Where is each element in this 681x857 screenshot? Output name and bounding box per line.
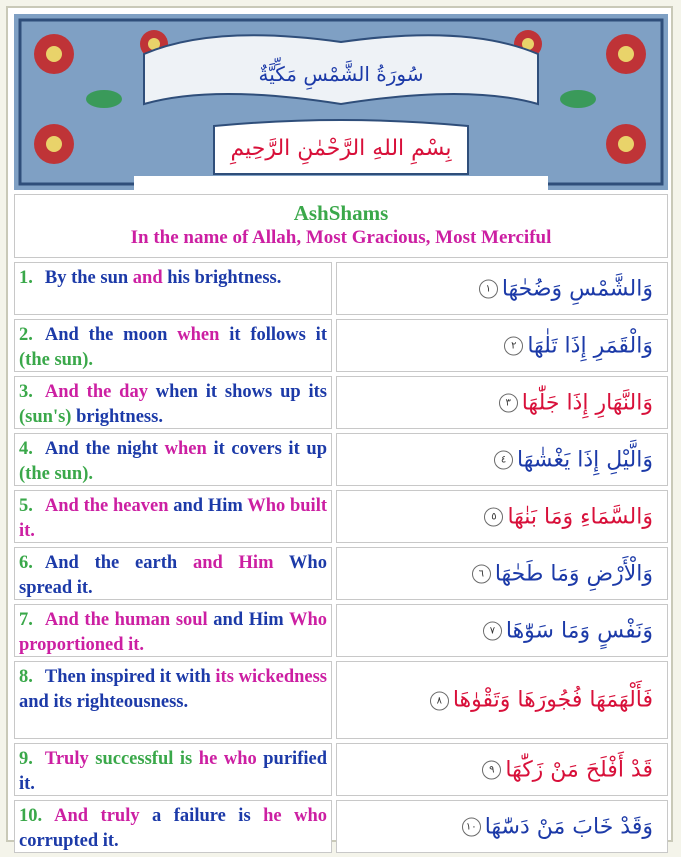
surah-header xyxy=(14,194,668,258)
verse-arabic-cell xyxy=(336,547,668,600)
verse-arabic-cell xyxy=(336,743,668,796)
verse-row xyxy=(14,547,668,600)
verse-row xyxy=(14,661,668,739)
verse-arabic-cell xyxy=(336,661,668,739)
verse-number: 9. xyxy=(19,749,33,769)
ayah-number-icon: ١ xyxy=(479,280,498,299)
verse-translation xyxy=(14,433,332,486)
translation-segment: Who built it. xyxy=(19,496,327,541)
verse-arabic xyxy=(483,618,653,643)
ayah-number-icon: ١٠ xyxy=(462,818,481,837)
verse-arabic xyxy=(494,447,653,472)
ayah-number-icon: ٧ xyxy=(483,622,502,641)
verse-arabic xyxy=(479,276,653,301)
translation-segment: purified it. xyxy=(19,749,327,794)
translation-segment: Who spread it. xyxy=(19,553,327,598)
ayah-number-icon: ٣ xyxy=(499,394,518,413)
translation-segment: Who proportioned it. xyxy=(19,610,327,655)
verse-row xyxy=(14,376,668,429)
verse-arabic-cell xyxy=(336,262,668,315)
verse-arabic xyxy=(499,390,653,415)
verse-arabic-text: وَالشَّمْسِ وَضُحٰهَا xyxy=(501,276,653,301)
verse-row xyxy=(14,490,668,543)
translation-segment: its wickedness xyxy=(215,667,328,687)
translation-segment: and Him xyxy=(173,496,248,516)
verse-translation xyxy=(14,319,332,372)
verse-number: 4. xyxy=(19,439,33,459)
verse-row xyxy=(14,262,668,315)
verse-arabic-text: وَنَفْسٍ وَمَا سَوّٰهَا xyxy=(505,618,653,643)
verse-arabic-cell xyxy=(336,490,668,543)
verse-arabic-cell xyxy=(336,800,668,853)
verse-row xyxy=(14,319,668,372)
translation-segment: corrupted it. xyxy=(19,831,119,851)
translation-segment: Then inspired it with xyxy=(44,667,216,687)
translation-segment: when it shows up its xyxy=(155,382,327,402)
verse-arabic-text: وَالْأَرْضِ وَمَا طَحٰهَا xyxy=(494,561,653,586)
verse-row xyxy=(14,604,668,657)
verse-number: 2. xyxy=(19,325,33,345)
verse-arabic-cell xyxy=(336,376,668,429)
verse-arabic xyxy=(482,757,653,782)
translation-segment: and its xyxy=(19,692,77,712)
translation-segment: (the sun). xyxy=(19,464,94,484)
verse-arabic xyxy=(430,688,653,713)
translation-segment: And the night xyxy=(44,439,165,459)
translation-segment: and Him xyxy=(213,610,289,630)
verse-translation xyxy=(14,376,332,429)
translation-segment: And the moon xyxy=(44,325,178,345)
verse-arabic-cell xyxy=(336,604,668,657)
surah-title: AshShams xyxy=(293,201,389,225)
verse-arabic-text: وَالنَّهَارِ إِذَا جَلّٰهَا xyxy=(521,390,653,415)
translation-segment: a failure is xyxy=(139,806,264,826)
translation-segment: And the human soul xyxy=(44,610,214,630)
verse-translation xyxy=(14,547,332,600)
translation-segment: and Him xyxy=(192,553,274,573)
ayah-number-icon: ٨ xyxy=(430,691,449,710)
verse-translation xyxy=(14,743,332,796)
translation-segment: it follows it xyxy=(219,325,327,345)
banner-ornament xyxy=(14,14,668,190)
translation-segment: successful is xyxy=(95,749,199,769)
translation-segment: when xyxy=(164,439,207,459)
translation-segment: (the sun). xyxy=(19,350,94,370)
verse-translation xyxy=(14,800,332,853)
verse-arabic xyxy=(484,504,653,529)
ayah-number-icon: ٩ xyxy=(482,761,501,780)
translation-segment: And the earth xyxy=(44,553,193,573)
translation-segment: he who xyxy=(263,806,327,826)
verse-arabic xyxy=(472,561,653,586)
verse-number: 6. xyxy=(19,553,33,573)
verse-number: 7. xyxy=(19,610,33,630)
verse-translation xyxy=(14,604,332,657)
verse-number: 3. xyxy=(19,382,33,402)
verse-translation xyxy=(14,490,332,543)
verse-row xyxy=(14,743,668,796)
translation-segment: and xyxy=(132,268,163,288)
translation-segment: his brightness. xyxy=(162,268,282,288)
verse-arabic-cell xyxy=(336,319,668,372)
verse-arabic-text: فَأَلْهَمَهَا فُجُورَهَا وَتَقْوٰهَا xyxy=(452,687,653,713)
verse-number: 1. xyxy=(19,268,33,288)
verse-translation xyxy=(14,661,332,739)
translation-segment: brightness. xyxy=(71,407,163,427)
translation-segment: And the day xyxy=(44,382,156,402)
ayah-number-icon: ٦ xyxy=(472,565,491,584)
ayah-number-icon: ٢ xyxy=(504,337,523,356)
translation-segment: righteousness. xyxy=(76,692,189,712)
translation-segment: And truly xyxy=(54,806,140,826)
surah-title-arabic: سُورَةُ الشَّمْسِ مَكِّيَّةٌ xyxy=(258,62,424,86)
verse-table xyxy=(14,262,668,857)
verse-number: 10. xyxy=(19,806,43,826)
verse-number: 5. xyxy=(19,496,33,516)
verse-number: 8. xyxy=(19,667,33,687)
verse-arabic xyxy=(504,333,653,358)
translation-segment: And the heaven xyxy=(44,496,174,516)
verse-arabic-text: وَالسَّمَاءِ وَمَا بَنٰهَا xyxy=(507,504,653,529)
verse-arabic-text: وَالْقَمَرِ إِذَا تَلٰهَا xyxy=(527,333,653,358)
translation-segment: he who xyxy=(198,749,257,769)
translation-segment: By the sun xyxy=(44,268,133,288)
verse-arabic-text: وَقَدْ خَابَ مَنْ دَسّٰهَا xyxy=(484,814,653,839)
verse-arabic-cell xyxy=(336,433,668,486)
verse-row xyxy=(14,800,668,853)
verse-translation xyxy=(14,262,332,315)
basmala-arabic: بِسْمِ اللهِ الرَّحْمٰنِ الرَّحِيمِ xyxy=(230,136,452,161)
ornamental-banner xyxy=(14,14,668,190)
verse-arabic xyxy=(462,814,653,839)
ayah-number-icon: ٤ xyxy=(494,451,513,470)
verse-row xyxy=(14,433,668,486)
basmala-translation: In the name of Allah, Most Gracious, Most Merciful xyxy=(130,227,552,248)
verse-arabic-text: وَالَّيْلِ إِذَا يَغْشٰهَا xyxy=(517,447,653,472)
translation-segment: Truly xyxy=(44,749,96,769)
verse-arabic-text: قَدْ أَفْلَحَ مَنْ زَكّٰهَا xyxy=(505,757,653,782)
translation-segment: when xyxy=(177,325,220,345)
translation-segment: (sun's) xyxy=(19,407,72,427)
translation-segment: it covers it up xyxy=(206,439,327,459)
ayah-number-icon: ٥ xyxy=(484,508,503,527)
